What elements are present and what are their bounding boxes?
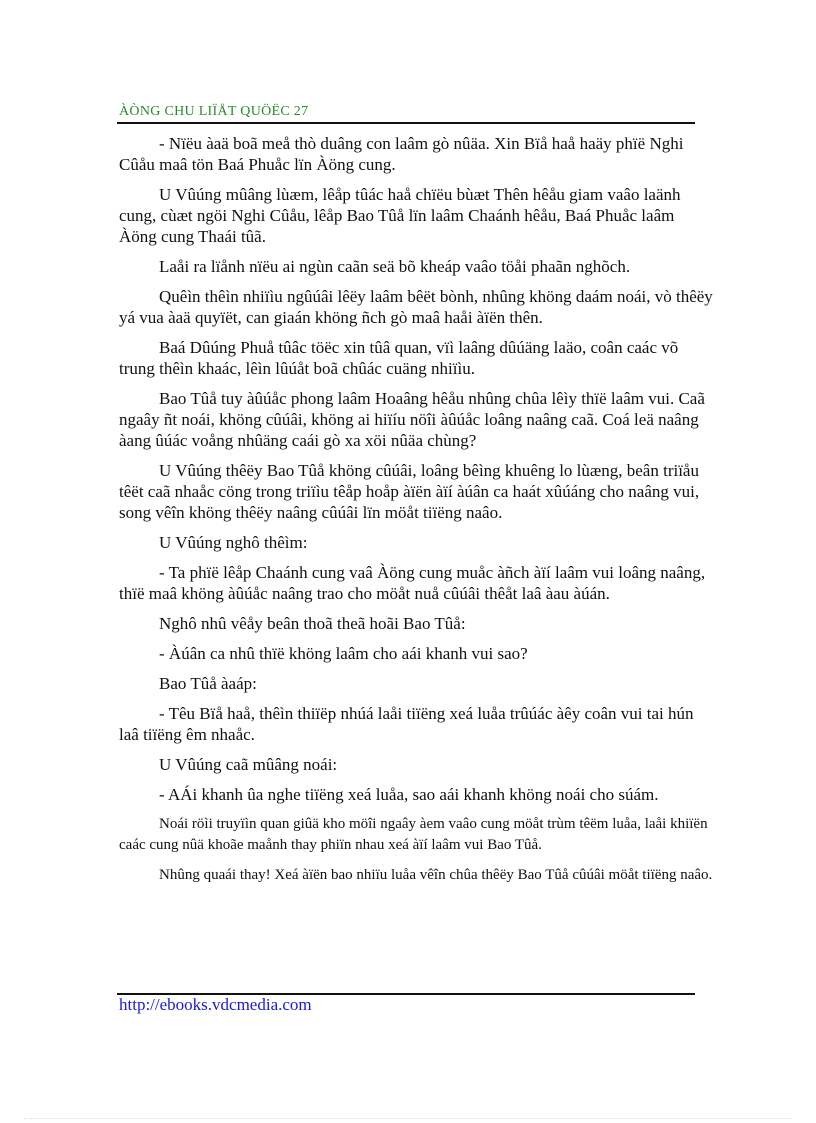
paragraph: U Vûúng caã mûâng noái: — [159, 755, 338, 774]
page-bottom-divider — [24, 1118, 792, 1119]
paragraph: Baá Dûúng Phuå tûâc töëc xin tûâ quan, vïì laâng dûúäng laäo, coân caác võ trung thêìn khaác, lêìn lûúåt boã chûác cuäng nhiïìu. — [119, 338, 679, 378]
header-rule — [117, 122, 695, 124]
paragraph: - Têu Bïå haå, thêìn thiïëp nhúá laåi tiïëng xeá luåa trûúác àêy coân vui tai hún laâ tiïëng êm nhaåc. — [119, 704, 694, 744]
paragraph: U Vûúng mûâng lùæm, lêåp tûác haå chïëu bùæt Thên hêåu giam vaâo laänh cung, cùæt ngöi Nghi Cûåu, lêåp Bao Tûå lïn laâm Chaánh hêåu, Baá Phuåc laâm Àöng cung Thaái tûã. — [119, 185, 681, 246]
paragraph: Quêìn thêìn nhiïìu ngûúâi lêëy laâm bêët bònh, nhûng khöng daám noái, vò thêëy yá vua àaä quyïët, can giaán khöng ñch gò maâ haåi àïën thên. — [119, 287, 713, 327]
page-header-title: ÀÒNG CHU LIÏÅT QUÖËC 27 — [119, 104, 309, 119]
footer-url-link[interactable]: http://ebooks.vdcmedia.com — [119, 995, 312, 1014]
paragraph: U Vûúng nghô thêìm: — [159, 533, 308, 552]
paragraph: Noái röìi truyïìn quan giûä kho möîi ngaây àem vaâo cung möåt trùm têëm luåa, laåi khiïën caác cung nûä khoãe maånh thay phiïn nhau xeá àïí laâm vui Bao Tûå. — [119, 816, 708, 853]
paragraph: Nhûng quaái thay! Xeá àïën bao nhiïu luåa vêîn chûa thêëy Bao Tûå cûúâi möåt tiïëng naâo. — [159, 867, 713, 883]
paragraph: Bao Tûå àaáp: — [159, 674, 257, 693]
page-body — [119, 133, 714, 895]
paragraph: - Nïëu àaä boã meå thò duâng con laâm gò nûäa. Xin Bïå haå haäy phïë Nghi Cûåu maâ tön Baá Phuåc lïn Àöng cung. — [119, 134, 684, 174]
paragraph: Bao Tûå tuy àûúåc phong laâm Hoaâng hêåu nhûng chûa lêìy thïë laâm vui. Caã ngaây ñt noái, khöng cûúâi, khöng ai hiïíu nöîi àûúåc loâng naâng caã. Coá leä naâng àang ûúác voång nhûäng caái gò xa xöi nûäa chùng? — [119, 389, 705, 450]
paragraph: - Ta phïë lêåp Chaánh cung vaâ Àöng cung muåc àñch àïí laâm vui loâng naâng, thïë maâ khöng àûúåc naâng trao cho möåt nuå cûúâi thêåt laâ àau àúán. — [119, 563, 706, 603]
paragraph: Laåi ra lïånh nïëu ai ngùn caãn seä bõ kheáp vaâo töåi phaãn nghõch. — [159, 257, 631, 276]
paragraph: - Àúân ca nhû thïë khöng laâm cho aái khanh vui sao? — [159, 644, 528, 663]
paragraph: Nghô nhû vêåy beân thoã theã hoãi Bao Tûå: — [159, 614, 466, 633]
paragraph: - AÁi khanh ûa nghe tiïëng xeá luåa, sao aái khanh khöng noái cho súám. — [159, 785, 659, 804]
paragraph: U Vûúng thêëy Bao Tûå khöng cûúâi, loâng bêìng khuêng lo lùæng, beân triïåu têët caã nhaåc cöng trong triïìu têåp hoåp àïën àïí àúân ca haát xûúáng cho naâng vui, song vêîn khöng thêëy naâng cûúâi lïn möåt tiïëng naâo. — [119, 461, 700, 522]
